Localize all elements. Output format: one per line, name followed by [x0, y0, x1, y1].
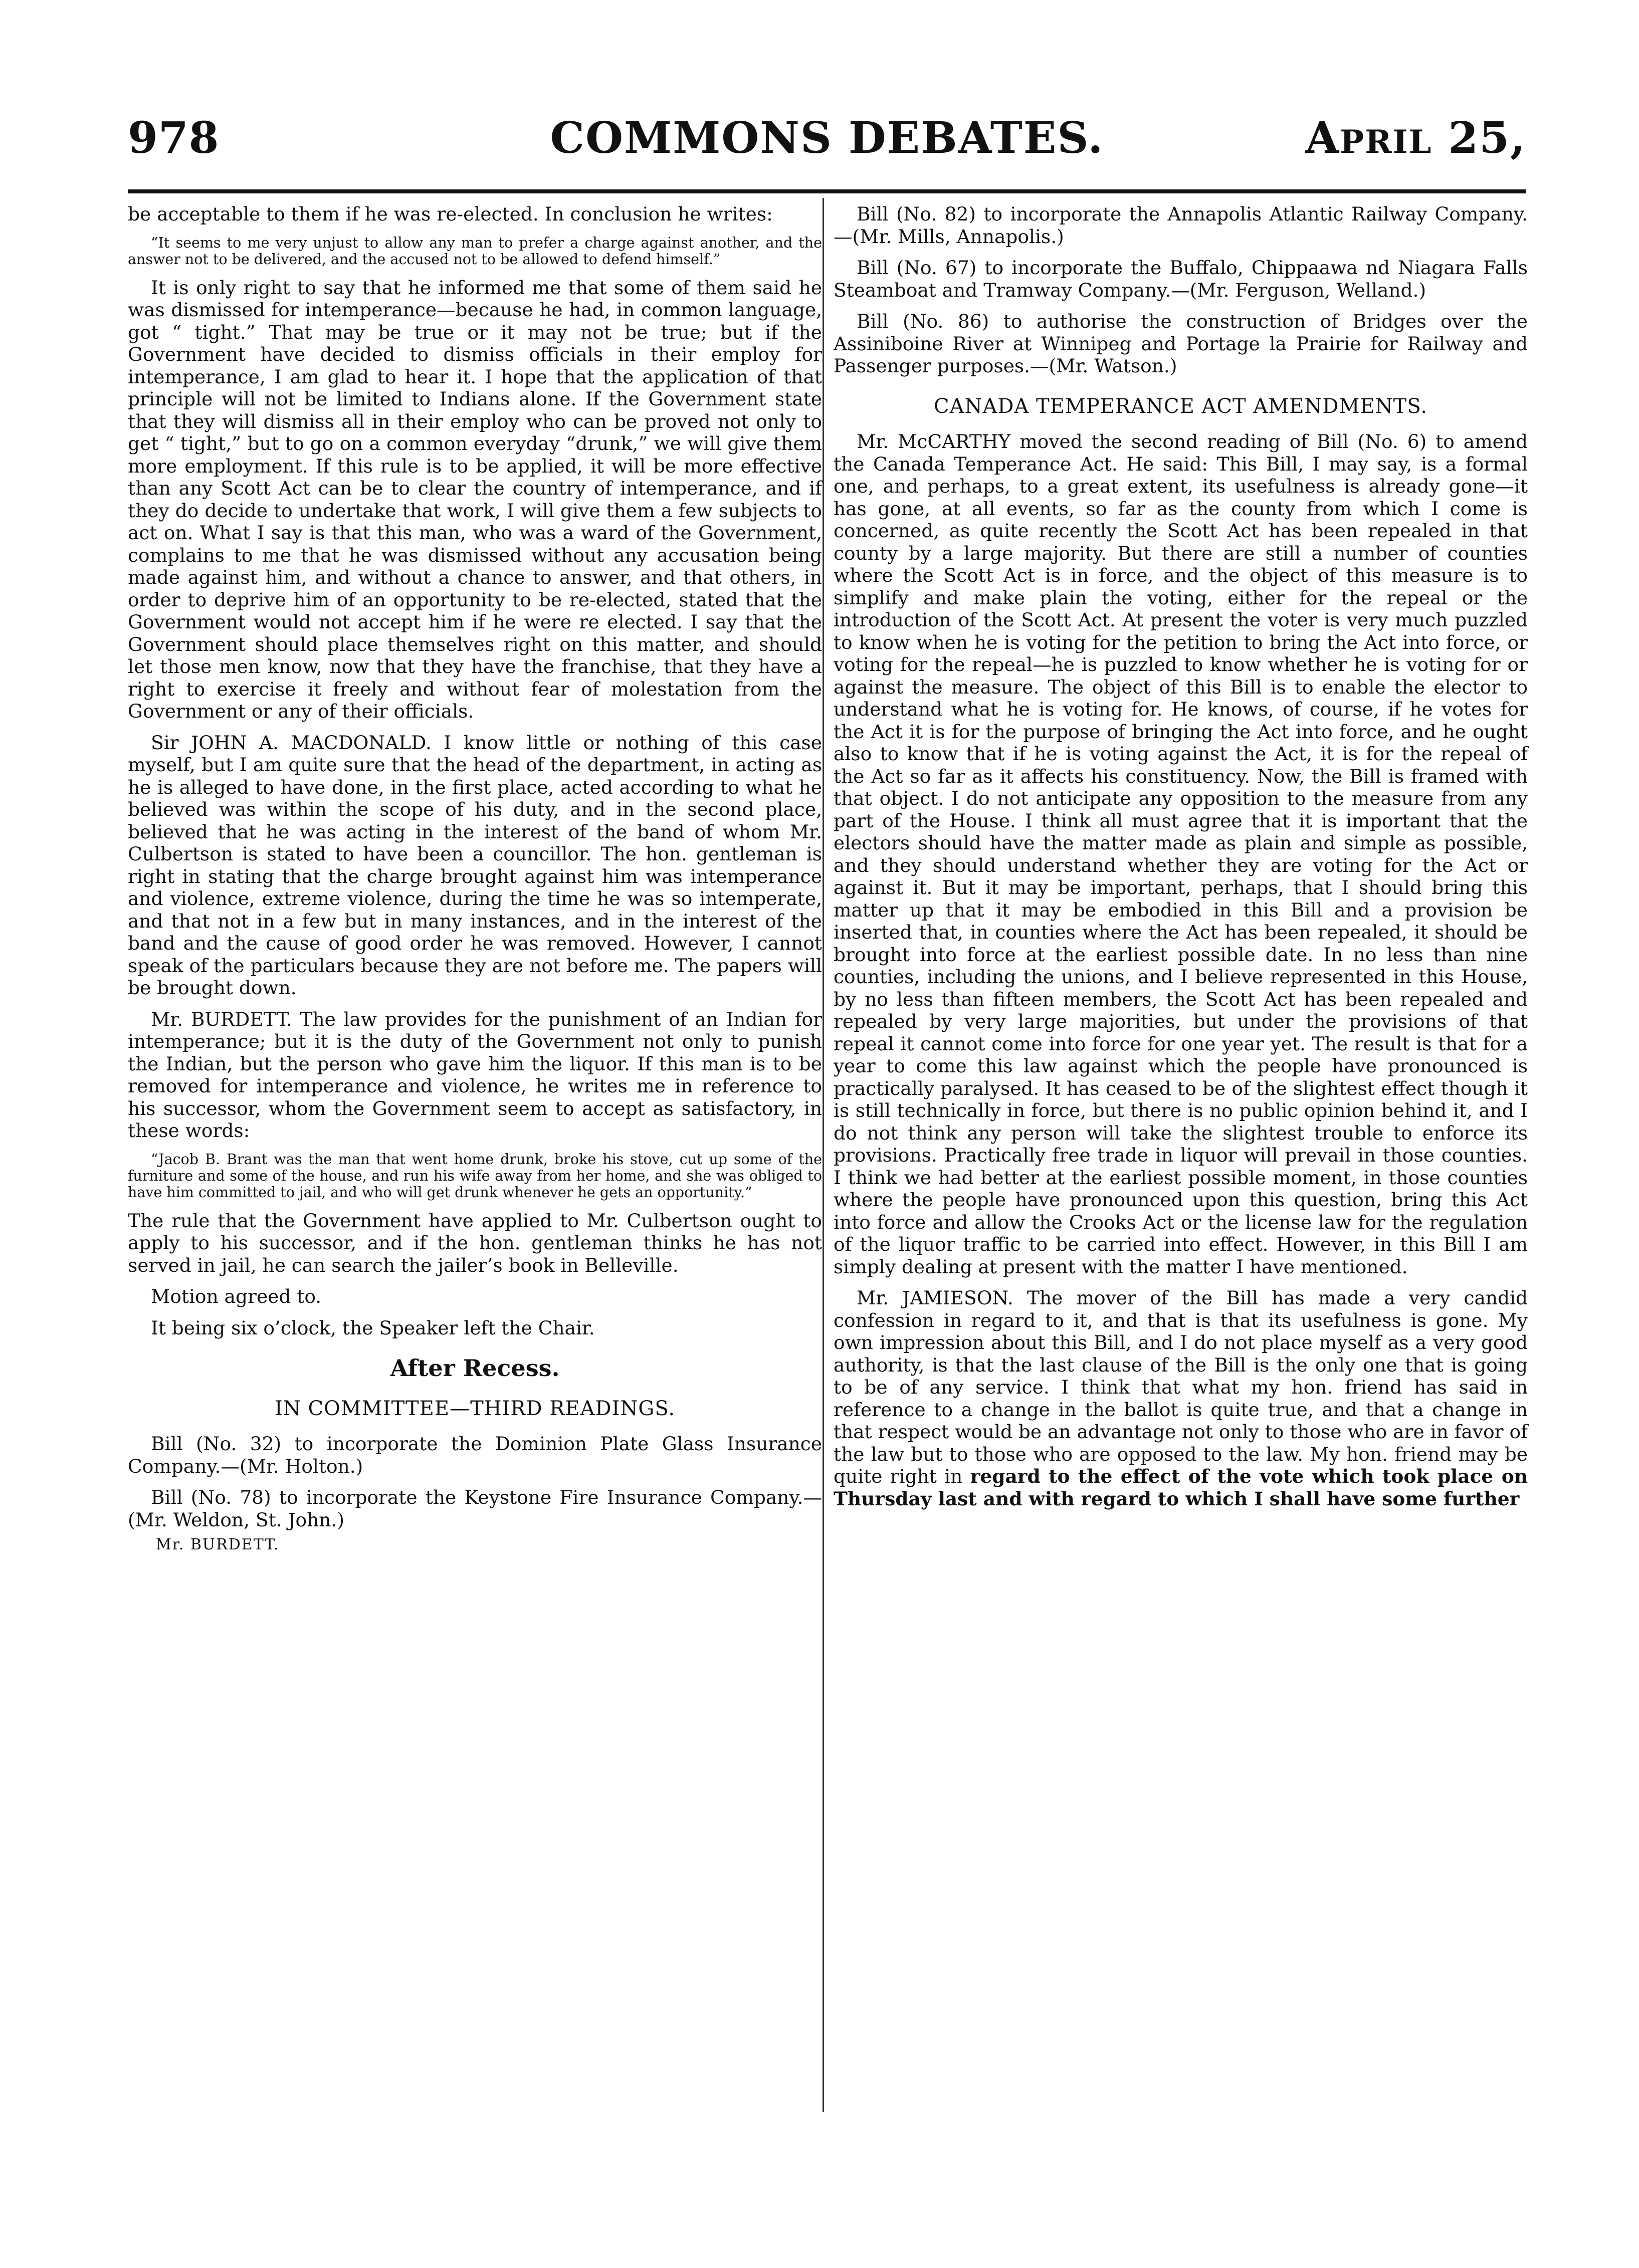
- paragraph: be acceptable to them if he was re-elected. In conclusion he writes:: [128, 203, 773, 225]
- column-divider: [823, 198, 824, 2112]
- header-date: [1305, 113, 1526, 163]
- paragraph: Bill (No. 32) to incorporate the Dominion Plate Glass Insurance Company.—(Mr. Holton.): [128, 1433, 822, 1477]
- running-signature: Mr. BURDETT.: [156, 1536, 280, 1553]
- date-month-rest: PRIL: [1340, 123, 1432, 161]
- paragraph: Mr. BURDETT. The law provides for the punishment of an Indian for intemperance; but it is the duty of the Government not only to punish the Indian, but the person who gave him the liquor. If this man is to be removed for intemperance and violence, he writes me in reference to his successor, whom the Government seem to accept as satisfactory, in these words:: [128, 1008, 822, 1142]
- page-header: [128, 113, 1526, 188]
- date-day: 25,: [1448, 113, 1526, 163]
- page-title: COMMONS DEBATES.: [550, 113, 1104, 163]
- paragraph: Sir JOHN A. MACDONALD. I know little or nothing of this case myself, but I am quite sure that the head of the department, in acting as he is alleged to have done, in the first place, acted according to what he believed was within the scope of his duty, and in the second place, believed that he was acting in the interest of the band of whom Mr. Culbertson is stated to have been a councillor. The hon. gentleman is right in stating that the charge brought against him was intemperance and violence, extreme violence, during the time he was so intemperate, and that not in a few but in many instances, and in the interest of the band and the cause of good order he was removed. However, I cannot speak of the particulars because they are not before me. The papers will be brought down.: [128, 731, 822, 999]
- paragraph: Bill (No. 67) to incorporate the Buffalo, Chippaawa nd Niagara Falls Steamboat and Tramway Company.—(Mr. Ferguson, Welland.): [834, 257, 1528, 301]
- section-heading-committee: IN COMMITTEE—THIRD READINGS.: [274, 1397, 676, 1420]
- paragraph: [834, 1287, 1528, 1510]
- block-quote: “It seems to me very unjust to allow any man to prefer a charge against another, and the answer not to be delivered, and the accused not to be allowed to defend himself.”: [128, 234, 822, 268]
- section-heading-recess: After Recess.: [390, 1354, 560, 1382]
- block-quote: “Jacob B. Brant was the man that went home drunk, broke his stove, cut up some of the furniture and some of the house, and run his wife away from her home, and she was obliged to have him committed to jail, and who will get drunk whenever he gets an opportunity.”: [128, 1151, 822, 1201]
- date-initial: A: [1305, 113, 1340, 163]
- paragraph: Mr. McCARTHY moved the second reading of Bill (No. 6) to amend the Canada Temperance Act. He said: This Bill, I may say, is a formal one, and perhaps, to a great extent, its usefulness is already gone—it has gone, at all events, so far as the county from which I come is concerned, as quite recently the Scott Act has been repealed in that county by a large majority. But there are still a number of counties where the Scott Act is in force, and the object of this measure is to simplify and make plain the voting, either for the repeal or the introduction of the Scott Act. At present the voter is very much puzzled to know when he is voting for the petition to bring the Act into force, or voting for the repeal—he is puzzled to know whether he is voting for or against the measure. The object of this Bill is to enable the elector to understand what he is voting for. He knows, of course, if he votes for the Act it is for the purpose of bringing the Act into force, and he ought also to know that if he is voting against the Act, it is for the repeal of the Act so far as it affects his constituency. Now, the Bill is framed with that object. I do not anticipate any opposition to the measure from any part of the House. I think all must agree that it is important that the electors should have the matter made as plain and simple as possible, and they should understand whether they are voting for the Act or against it. But it may be important, perhaps, that I should bring this matter up that it may be embodied in this Bill and a provision be inserted that, in counties where the Act has been repealed, it should be brought into force at the earliest possible date. In no less than nine counties, including the unions, and I believe represented in this House, by no less than fifteen members, the Scott Act has been repealed and repealed by very large majorities, but under the provisions of that repeal it cannot come into force for one year yet. The result is that for a year to come this law against which the people have pronounced is practically paralysed. It has ceased to be of the slightest effect though it is still technically in force, but there is no public opinion behind it, and I do not think any person will take the slightest trouble to enforce its provisions. Practically free trade in liquor will prevail in those counties. I think we had better at the earliest possible moment, in those counties where the people have pronounced upon this question, bring this Act into force and allow the Crooks Act or the license law for the regulation of the liquor traffic to be carried into effect. However, in this Bill I am simply dealing at present with the matter I have mentioned.: [834, 430, 1528, 1278]
- paragraph: Bill (No. 82) to incorporate the Annapolis Atlantic Railway Company.—(Mr. Mills, Annapolis.): [834, 203, 1528, 248]
- paragraph: The rule that the Government have applied to Mr. Culbertson ought to apply to his successor, and if the hon. gentleman thinks he has not served in jail, he can search the jailer’s book in Belleville.: [128, 1209, 822, 1276]
- paragraph: Motion agreed to.: [151, 1285, 322, 1307]
- paragraph: It is only right to say that he informed me that some of them said he was dismissed for intemperance—because he had, in common language, got “ tight.” That may be true or it may not be true; but if the Government have decided to dismiss officials in their employ for intemperance, I am glad to hear it. I hope that the application of that principle will not be limited to Indians alone. If the Government state that they will dismiss all in their employ who can be proved not only to get “ tight,” but to go on a common everyday “drunk,” we will give them more employment. If this rule is to be applied, it will be more effective than any Scott Act can be to clear the country of intemperance, and if they do decide to undertake that work, I will give them a few subjects to act on. What I say is that this man, who was a ward of the Government, complains to me that he was dismissed without any accusation being made against him, and without a chance to answer, and that others, in order to deprive him of an opportunity to be re-elected, stated that the Government would not accept him if he were re elected. I say that the Government should place themselves right on this matter, and should let those men know, now that they have the franchise, that they have a right to exercise it freely and without fear of molestation from the Government or any of their officials.: [128, 276, 822, 722]
- header-rule: [128, 189, 1526, 193]
- paragraph-text: Mr. JAMIESON. The mover of the Bill has made a very candid confession in regard to it, and that is that its usefulness is gone. My own impression about this Bill, and I do not place myself as a very good authority, is that the last clause of the Bill is the only one that is going to be of any service. I think that what my hon. friend has said in reference to a change in the ballot is quite true, and that a change in that respect would be an advantage not only to those who are in favor of the law but to those who are opposed to the law. My hon. friend may be quite right in: [834, 1287, 1528, 1487]
- page-number: 978: [128, 113, 220, 163]
- paragraph: Bill (No. 78) to incorporate the Keystone Fire Insurance Company.—(Mr. Weldon, St. John.): [128, 1486, 822, 1531]
- left-column: [128, 203, 822, 1565]
- right-column: [834, 203, 1528, 1519]
- paragraph: Bill (No. 86) to authorise the construction of Bridges over the Assiniboine River at Winnipeg and Portage la Prairie for Railway and Passenger purposes.—(Mr. Watson.): [834, 310, 1528, 377]
- paragraph-text-bold: regard to the effect of the vote which took place on Thursday last and with regard to which I shall have some further: [834, 1465, 1528, 1510]
- paragraph: It being six o’clock, the Speaker left the Chair.: [151, 1316, 595, 1339]
- section-heading-temperance: CANADA TEMPERANCE ACT AMENDMENTS.: [933, 394, 1428, 418]
